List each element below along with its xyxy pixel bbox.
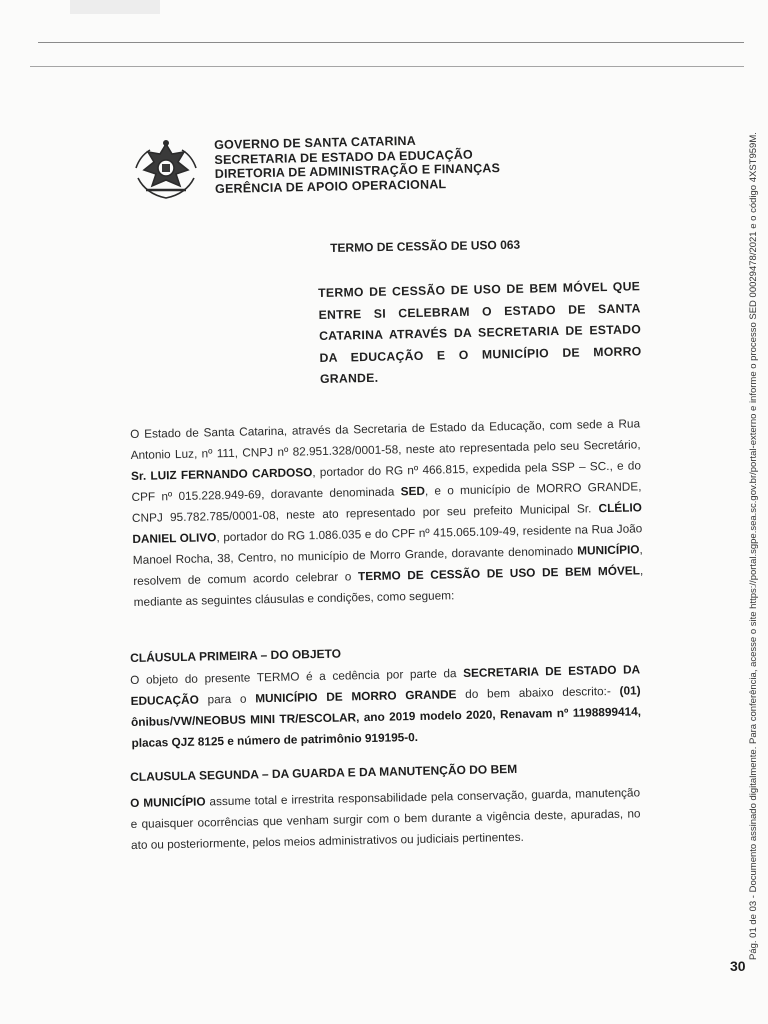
clause-1-text-1: O objeto do presente TERMO é a cedência por parte da [130,666,464,687]
header-line-secretariat: SECRETARIA DE ESTADO DA EDUCAÇÃO [214,147,474,167]
clause-1-asset-description: (01) ônibus/VW/NEOBUS MINI TR/ESCOLAR, ano 2019 modelo 2020, Renavam nº 1198899414, placas QJZ 8125 e número de patrimônio 919195-0. [130,683,642,750]
municipio-label: MUNICÍPIO [577,542,640,558]
preamble-text-1: O Estado de Santa Catarina, através da Secretaria de Estado da Educação, com sede a Rua Antonio Luz, nº 111, CNPJ nº 82.951.328/0001-58, neste ato representada pelo seu Secretário, [130,416,641,462]
clause-2-paragraph [130,782,641,856]
header-line-government: GOVERNO DE SANTA CATARINA [214,133,417,152]
digital-signature-note: Pág. 01 de 03 - Documento assinado digitalmente. Para conferência, acesse o site https://portal.sgpe.sea.sc.gov.br/portal-externo e informe o processo SED 00029478/2021 e o código 4XST959M. [748,132,759,960]
sed-label: SED [400,483,426,499]
preamble-text-3: , e o município de MORRO GRANDE, CNPJ 95.782.785/0001-08, neste ato representado por seu prefeito Municipal Sr. [131,479,642,525]
document-summary: TERMO DE CESSÃO DE USO DE BEM MÓVEL QUE ENTRE SI CELEBRAM O ESTADO DE SANTA CATARINA ATRAVÉS DA SECRETARIA DE ESTADO DA EDUCAÇÃO E O MUNICÍPIO DE MORRO GRANDE. [318,279,642,386]
state-coat-of-arms-icon [132,138,200,204]
scan-artifact [70,0,160,14]
top-rule-2 [30,66,744,67]
clause-1-bold-1: SECRETARIA DE ESTADO DA EDUCAÇÃO [130,662,641,708]
preamble-text-6: , mediante as seguintes cláusulas e condições, como seguem: [133,563,644,609]
top-rule-1 [38,42,744,43]
mayor-name: CLÉLIO DANIEL OLIVO [132,500,643,546]
clause-2-heading: CLAUSULA SEGUNDA – DA GUARDA E DA MANUTENÇÃO DO BEM [130,761,518,784]
clause-1-text-3: do bem abaixo descrito:- [456,683,620,702]
preamble-text-2: , portador do RG nº 466.815, expedida pela SSP – SC., e do CPF nº 015.228.949-69, doravante denominada [131,458,642,504]
preamble-text-4: , portador do RG 1.086.035 e do CPF nº 415.065.109-49, residente na Rua João Manoel Rocha, 38, Centro, no município de Morro Grande, doravante denominado [132,521,643,567]
clause-1-heading: CLÁUSULA PRIMEIRA – DO OBJETO [130,646,342,665]
clause-2-bold-1: O MUNICÍPIO [130,794,206,810]
secretary-name: Sr. LUIZ FERNANDO CARDOSO [130,465,313,483]
header-line-directorate: DIRETORIA DE ADMINISTRAÇÃO E FINANÇAS [214,161,501,181]
term-name: TERMO DE CESSÃO DE USO DE BEM MÓVEL [357,563,641,584]
clause-2-text-1: assume total e irrestrita responsabilidade pela conservação, guarda, manutenção e quaisquer ocorrências que venham surgir com o bem durante a vigência deste, apuradas, no ato ou posteriormente, pelos meios administrativos ou judiciais pertinentes. [130,785,641,852]
preamble-text-5: , resolvem de comum acordo celebrar o [133,542,643,588]
page-number: 30 [730,958,746,974]
preamble-paragraph [130,413,644,613]
header-line-management: GERÊNCIA DE APOIO OPERACIONAL [214,176,447,196]
letterhead [132,133,552,208]
clause-1-paragraph [130,659,642,754]
document-title: TERMO DE CESSÃO DE USO 063 [330,237,521,255]
letterhead-text [214,131,555,196]
clause-1-text-2: para o [198,691,256,707]
clause-1-bold-2: MUNICÍPIO DE MORRO GRANDE [255,687,457,706]
